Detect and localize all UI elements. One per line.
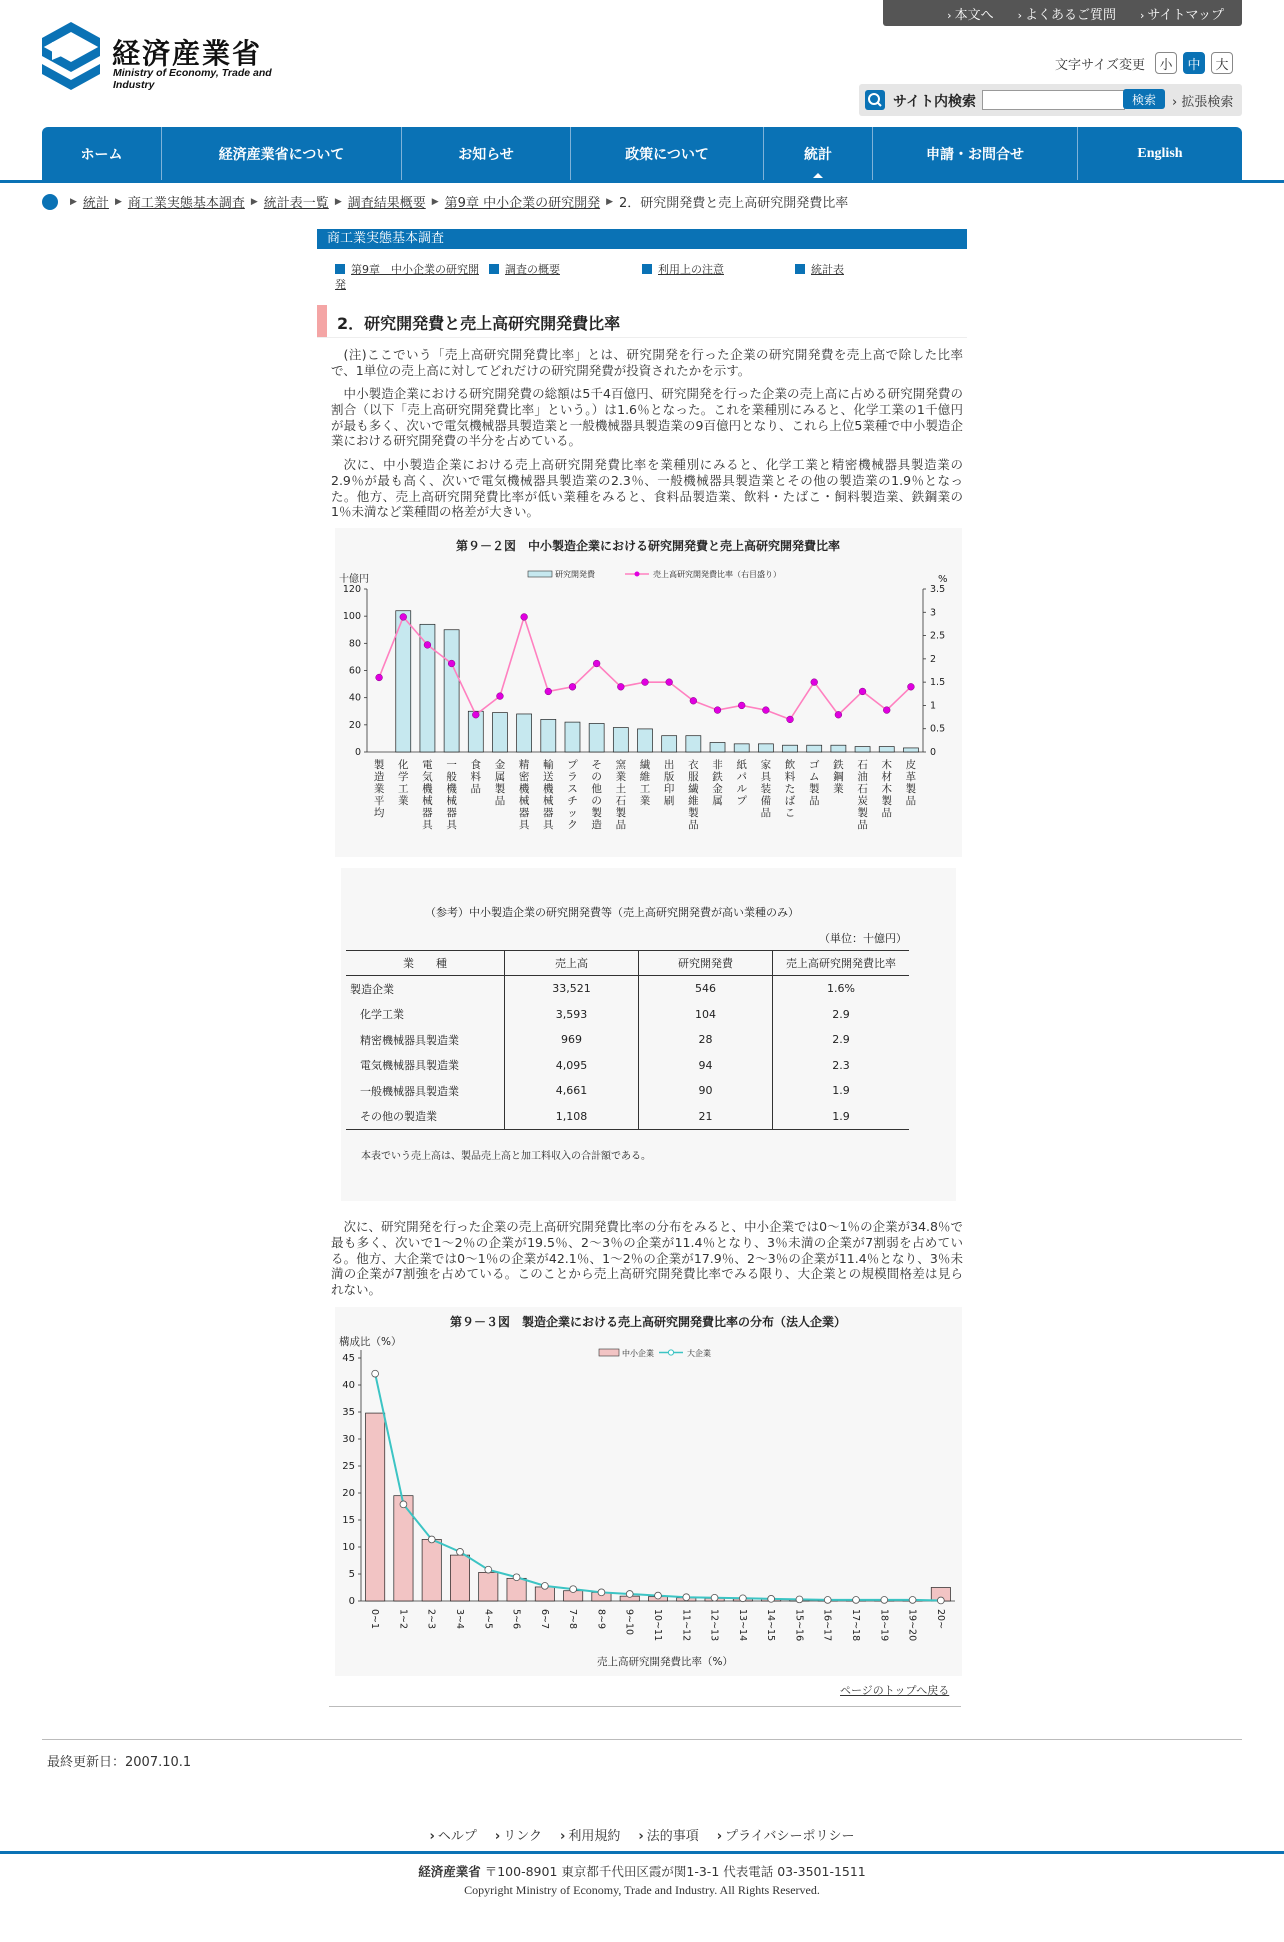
figure-9-2-chart (335, 528, 962, 857)
x-tick-label: 窯業土石製品 (615, 759, 627, 831)
paragraph-2: 次に、中小製造企業における売上高研究開発費比率を業種別にみると、化学工業と精密機械器具製造業の2.9％が最も高く、次いで電気機械器具製造業の2.3％、一般機械器具製造業とその他の製造業の1.9％となった。他方、売上高研究開発費比率が低い業種をみると、食料品製造業、飲料・たばこ・飼料製造業、鉄鋼業の1％未満など業種間の格差が大きい。 (331, 457, 963, 520)
search-button[interactable]: 検索 (1123, 89, 1165, 109)
y-tick-label: 45 (342, 1353, 355, 1364)
x-axis-label: 売上高研究開発費比率（%） (597, 1656, 733, 1668)
data-point (835, 711, 842, 718)
data-point (569, 683, 576, 690)
x-tick-label: 10~11 (652, 1609, 663, 1642)
y-tick-label: 40 (342, 1380, 355, 1391)
reference-table-note: 本表でいう売上高は、製品売上高と加工料収入の合計額である。 (361, 1151, 651, 1162)
legend-label: 中小企業 (622, 1349, 654, 1358)
utility-links (883, 0, 1242, 26)
table-row (346, 1104, 909, 1130)
x-tick-label: 製造業平均 (373, 759, 385, 819)
data-point (683, 1594, 690, 1601)
paragraph-3: 次に、研究開発を行った企業の売上高研究開発費比率の分布をみると、中小企業では0～1％の企業が34.8％で最も多く、次いで1～2％の企業が19.5％、2～3％の企業が11.4％となり、3％未満の企業が7割弱を占めている。他方、大企業では0～1％の企業が42.1％、1～2％の企業が17.9％、2～3％の企業が11.4％となり、3％未満の企業が7割強を占めている。このことから売上高研究開発費比率でみる限り、大企業との規模間格差は見られない。 (331, 1219, 963, 1298)
x-tick-label: 20~ (934, 1609, 946, 1630)
paragraph-1: 中小製造企業における研究開発費の総額は5千4百億円、研究開発を行った企業の売上高に占める研究開発費の割合（以下「売上高研究開発費比率」という。）は1.6％となった。これを業種別にみると、化学工業の1千億円が最も多く、次いで電気機械器具製造業と一般機械器具製造業の9百億円となり、これら上位5業種で中小製造企業における研究開発費の半分を占めている。 (331, 386, 963, 449)
bar (613, 728, 628, 752)
logo-subtitle: Ministry of Economy, Trade and Industry (113, 67, 272, 91)
data-point (655, 1592, 662, 1599)
x-tick-label: 輸送機械器具 (543, 759, 554, 831)
bar (879, 747, 894, 752)
nav-statistics[interactable]: 統計 (764, 127, 873, 180)
column-header: 研究開発費 (639, 951, 773, 976)
x-tick-label: 14~15 (765, 1609, 777, 1642)
nav-application[interactable]: 申請・お問合せ (873, 127, 1078, 180)
figure-9-2 (335, 528, 962, 857)
data-point (472, 711, 479, 718)
bar (366, 1413, 385, 1601)
table-cell: 化学工業 (360, 1008, 404, 1022)
breadcrumb-summary[interactable]: 調査結果概要 (347, 196, 426, 211)
bar (479, 1572, 498, 1601)
table-row (346, 1002, 909, 1028)
data-point (666, 679, 673, 686)
data-point (883, 707, 890, 714)
footer-legal-link[interactable]: › 法的事項 (638, 1829, 699, 1844)
data-point (937, 1597, 944, 1604)
x-tick-label: 食料品 (470, 759, 482, 795)
y2-axis-label: % (938, 574, 948, 585)
footer-nav (0, 1825, 1284, 1844)
data-point (787, 716, 794, 723)
table-row (346, 976, 909, 1002)
x-tick-label: 一般機械器具 (446, 759, 457, 831)
x-tick-label: 木材木製品 (881, 759, 892, 819)
x-tick-label: その他の製造 (591, 759, 602, 831)
table-cell: 21 (639, 1104, 773, 1130)
table-cell: 90 (639, 1078, 773, 1104)
bar (541, 719, 556, 752)
data-point (424, 641, 431, 648)
data-point (541, 1582, 548, 1589)
table-cell: 969 (505, 1027, 639, 1053)
footer-divider (42, 1739, 1242, 1740)
subnav-notes[interactable]: 利用上の注意 (642, 262, 724, 277)
table-cell: 4,661 (505, 1078, 639, 1104)
y-tick-label: 15 (342, 1515, 355, 1526)
x-tick-label: 18~19 (878, 1609, 890, 1642)
bar (517, 714, 532, 752)
y-tick-label: 5 (348, 1569, 355, 1580)
bar (444, 630, 459, 752)
table-cell: 1.9 (773, 1078, 910, 1104)
footer-help-link[interactable]: › ヘルプ (429, 1829, 477, 1844)
table-cell: 33,521 (505, 976, 639, 1002)
bar (710, 742, 725, 752)
subnav-tables[interactable]: 統計表 (795, 262, 844, 277)
y-tick-label: 60 (348, 665, 361, 677)
data-point (617, 683, 624, 690)
x-tick-label: 1~2 (397, 1609, 409, 1630)
data-point (762, 707, 769, 714)
data-point (457, 1548, 464, 1555)
y-tick-label: 20 (342, 1488, 355, 1499)
table-cell: 1,108 (505, 1104, 639, 1130)
font-size-label: 文字サイズ変更 (1055, 57, 1145, 73)
y2-tick-label: 1.5 (930, 677, 946, 689)
data-point (824, 1597, 831, 1604)
data-point (881, 1597, 888, 1604)
legend-swatch-bar (528, 571, 552, 577)
x-tick-label: 19~20 (906, 1609, 918, 1642)
footer-links-link[interactable]: › リンク (494, 1829, 542, 1844)
legend-label: 研究開発費 (555, 570, 595, 579)
chart-title: 第９－３図 製造企業における売上高研究開発費比率の分布（法人企業） (449, 1315, 847, 1329)
footer-bar (0, 1851, 1284, 1854)
table-row (346, 1078, 909, 1104)
y-tick-label: 20 (348, 719, 361, 731)
search-label: サイト内検索 (893, 94, 977, 110)
data-point (593, 660, 600, 667)
table-cell: 電気機械器具製造業 (360, 1059, 459, 1073)
x-tick-label: 13~14 (736, 1609, 748, 1642)
x-tick-label: 石油石炭製品 (857, 759, 868, 831)
y-tick-label: 40 (348, 692, 361, 704)
table-row (346, 1053, 909, 1079)
x-tick-label: 16~17 (821, 1609, 833, 1642)
x-tick-label: 12~13 (708, 1609, 720, 1642)
y-axis-label: 十億円 (339, 574, 369, 585)
x-tick-label: プラスチック (567, 759, 578, 831)
x-tick-label: 金属製品 (494, 759, 506, 807)
bar (589, 723, 604, 752)
paragraph-note: (注)ここでいう「売上高研究開発費比率」とは、研究開発を行った企業の研究開発費を売上高で除した比率で、1単位の売上高に対してどれだけの研究開発費が投資されたかを示す。 (331, 347, 963, 378)
footer-copyright: Copyright Ministry of Economy, Trade and Industry. All Rights Reserved. (464, 1883, 820, 1897)
page-heading (317, 305, 967, 338)
figure-9-3 (335, 1307, 962, 1676)
page-title: 2．研究開発費と売上高研究開発費比率 (337, 314, 621, 333)
data-point (400, 1501, 407, 1508)
table-cell: 94 (639, 1053, 773, 1079)
x-tick-label: 0~1 (369, 1609, 381, 1630)
column-header: 売上高 (505, 951, 639, 976)
bar (492, 713, 507, 752)
data-point (738, 702, 745, 709)
breadcrumb-home-icon[interactable] (42, 194, 58, 210)
legend-swatch-bar (599, 1349, 619, 1356)
table-cell: 1.6% (773, 976, 910, 1002)
section-bar: 商工業実態基本調査 (317, 229, 967, 249)
x-tick-label: 11~12 (680, 1609, 692, 1642)
y2-tick-label: 2 (930, 653, 937, 665)
search-icon (865, 90, 885, 110)
y-tick-label: 35 (342, 1407, 355, 1418)
legend-marker (668, 1350, 673, 1355)
x-tick-label: 出版印刷 (663, 759, 675, 807)
x-tick-label: 6~7 (538, 1609, 550, 1630)
page-top-link[interactable]: ページのトップへ戻る (840, 1684, 950, 1697)
x-tick-label: 精密機械器具 (518, 759, 530, 831)
subnav-chapter9[interactable]: 第9章 中小企業の研究開発 (335, 263, 479, 291)
x-tick-label: 電気機械器具 (422, 759, 433, 831)
x-tick-label: 家具装備品 (760, 759, 772, 819)
table-cell: その他の製造業 (346, 1104, 505, 1130)
footer-privacy-link[interactable]: › プライバシーポリシー (716, 1829, 855, 1844)
site-search (859, 84, 1242, 116)
faq-link[interactable]: › よくあるご質問 (1017, 7, 1117, 23)
bar (734, 744, 749, 752)
y2-tick-label: 3 (930, 607, 937, 619)
advanced-search-link[interactable]: › 拡張検索 (1172, 95, 1234, 110)
sitemap-link[interactable]: › サイトマップ (1140, 7, 1224, 23)
data-point (711, 1594, 718, 1601)
table-cell: 一般機械器具製造業 (360, 1084, 459, 1098)
reference-table-title: （参考）中小製造企業の研究開発費等（売上高研究開発費が高い業種のみ） (425, 906, 799, 919)
bar (565, 722, 580, 752)
table-cell: 精密機械器具製造業 (360, 1033, 459, 1047)
data-point (570, 1586, 577, 1593)
data-point (448, 660, 455, 667)
data-point (714, 707, 721, 714)
x-tick-label: 3~4 (454, 1609, 465, 1630)
nav-policy[interactable]: 政策について (571, 127, 764, 180)
data-point (859, 688, 866, 695)
data-point (626, 1591, 633, 1598)
data-point (796, 1596, 803, 1603)
y-tick-label: 100 (342, 611, 361, 623)
nav-underline (0, 180, 1284, 183)
logo-title: 経済産業省 (112, 37, 263, 70)
x-tick-label: 飲料たばこ (784, 759, 796, 819)
data-point (376, 674, 383, 681)
y2-tick-label: 3.5 (930, 584, 946, 595)
table-cell: 2.9 (773, 1027, 910, 1053)
bar (903, 748, 918, 752)
y-axis-label: 構成比（%） (339, 1336, 402, 1348)
x-tick-label: 17~18 (850, 1609, 861, 1642)
breadcrumb-table-list[interactable]: 統計表一覧 (263, 196, 329, 211)
y2-tick-label: 0 (930, 747, 937, 758)
reference-table (346, 950, 909, 1130)
font-size-medium-button[interactable]: 中 (1183, 52, 1205, 74)
x-tick-label: 鉄鋼業 (833, 759, 844, 795)
table-row (346, 1027, 909, 1053)
data-point (545, 688, 552, 695)
bar (662, 736, 677, 752)
x-tick-label: 5~6 (510, 1609, 522, 1630)
data-point (485, 1566, 492, 1573)
breadcrumb-statistics[interactable]: 統計 (82, 196, 109, 211)
y-tick-label: 10 (342, 1542, 355, 1553)
bar (807, 745, 822, 752)
y-tick-label: 0 (348, 1596, 355, 1607)
y-tick-label: 25 (342, 1461, 355, 1472)
chart-title: 第９－２図 中小製造企業における研究開発費と売上高研究開発費比率 (455, 539, 841, 553)
x-tick-label: 15~16 (793, 1609, 805, 1642)
data-point (909, 1597, 916, 1604)
meti-logo[interactable] (42, 22, 302, 90)
figure-9-3-chart (335, 1307, 962, 1676)
table-cell: 546 (639, 976, 773, 1002)
table-cell: 1.9 (773, 1104, 910, 1130)
legend-label: 大企業 (687, 1349, 711, 1358)
data-point (497, 693, 504, 700)
subnav-overview[interactable]: 調査の概要 (489, 262, 560, 277)
bar (422, 1539, 441, 1601)
y-tick-label: 0 (354, 747, 361, 758)
breadcrumb-survey[interactable]: 商工業実態基本調査 (127, 196, 245, 211)
y2-tick-label: 0.5 (930, 723, 946, 735)
bar (638, 729, 653, 752)
footer-terms-link[interactable]: › 利用規約 (560, 1829, 621, 1844)
bar (507, 1578, 526, 1601)
nav-news[interactable]: お知らせ (402, 127, 571, 180)
footer-address: 経済産業省 〒100-8901 東京都千代田区霞が関1-3-1 代表電話 03-3501-1511 (418, 1864, 866, 1879)
x-tick-label: 化学工業 (398, 759, 409, 807)
nav-english[interactable]: English (1137, 145, 1183, 161)
data-point (690, 697, 697, 704)
column-header: 売上高研究開発費比率 (773, 951, 910, 976)
column-header: 業 種 (346, 951, 505, 976)
legend-marker (635, 572, 640, 577)
bar (783, 745, 798, 752)
data-point (811, 679, 818, 686)
x-tick-label: 8~9 (595, 1609, 607, 1630)
reference-table-unit: （単位：十億円） (819, 932, 907, 945)
search-input[interactable] (982, 90, 1125, 110)
table-cell: 2.3 (773, 1053, 910, 1079)
table-cell: 28 (639, 1027, 773, 1053)
table-cell: 製造企業 (350, 982, 394, 996)
data-point (642, 679, 649, 686)
data-point (400, 614, 407, 621)
data-point (739, 1595, 746, 1602)
bar (831, 745, 846, 752)
bar (450, 1555, 469, 1601)
data-point (513, 1574, 520, 1581)
x-tick-label: 4~5 (482, 1609, 494, 1630)
y-tick-label: 120 (342, 584, 361, 595)
data-point (768, 1595, 775, 1602)
font-size-large-button[interactable]: 大 (1211, 52, 1233, 74)
reference-table-box (341, 868, 956, 1201)
breadcrumb: ▶ 統計 ▶ 商工業実態基本調査 ▶ 統計表一覧 ▶ 調査結果概要 ▶ 第9章 中小企業の研究開発 ▶ 2．研究開発費と売上高研究開発費比率 (42, 192, 848, 211)
table-cell: 3,593 (505, 1002, 639, 1028)
data-point (372, 1370, 379, 1377)
table-cell: 4,095 (505, 1053, 639, 1079)
y-tick-label: 30 (342, 1434, 355, 1445)
x-tick-label: 7~8 (567, 1609, 579, 1630)
data-point (428, 1536, 435, 1543)
skip-to-content-link[interactable]: › 本文へ (947, 7, 994, 23)
data-point (521, 614, 528, 621)
data-point (598, 1589, 605, 1596)
bar (758, 744, 773, 752)
x-tick-label: ゴム製品 (808, 759, 820, 807)
content-divider (329, 1706, 961, 1707)
font-size-small-button[interactable]: 小 (1155, 52, 1177, 74)
nav-about[interactable]: 経済産業省について (162, 127, 402, 180)
x-tick-label: 皮革製品 (905, 759, 917, 807)
x-tick-label: 9~10 (623, 1609, 635, 1636)
legend-label: 売上高研究開発費比率（右目盛り） (653, 570, 781, 579)
data-point (908, 683, 915, 690)
x-tick-label: 衣服繊維製品 (688, 759, 699, 831)
table-cell: 2.9 (773, 1002, 910, 1028)
breadcrumb-current: 2．研究開発費と売上高研究開発費比率 (619, 196, 849, 211)
bar (686, 736, 701, 752)
meti-logo-mark-icon (42, 22, 100, 90)
y-tick-label: 80 (348, 638, 361, 650)
bar (855, 747, 870, 752)
global-nav (42, 127, 1242, 180)
data-point (853, 1597, 860, 1604)
x-tick-label: 繊維工業 (639, 759, 651, 807)
table-cell: 104 (639, 1002, 773, 1028)
x-tick-label: 非鉄金属 (712, 759, 723, 807)
nav-home[interactable]: ホーム (42, 127, 162, 180)
x-tick-label: 紙パルプ (736, 759, 747, 807)
y2-tick-label: 2.5 (930, 630, 946, 642)
font-size-switcher (1055, 52, 1233, 74)
y2-tick-label: 1 (930, 700, 937, 712)
breadcrumb-chapter9[interactable]: 第9章 中小企業の研究開発 (444, 196, 601, 211)
last-updated: 最終更新日：2007.10.1 (47, 1755, 192, 1770)
x-tick-label: 2~3 (425, 1609, 437, 1630)
